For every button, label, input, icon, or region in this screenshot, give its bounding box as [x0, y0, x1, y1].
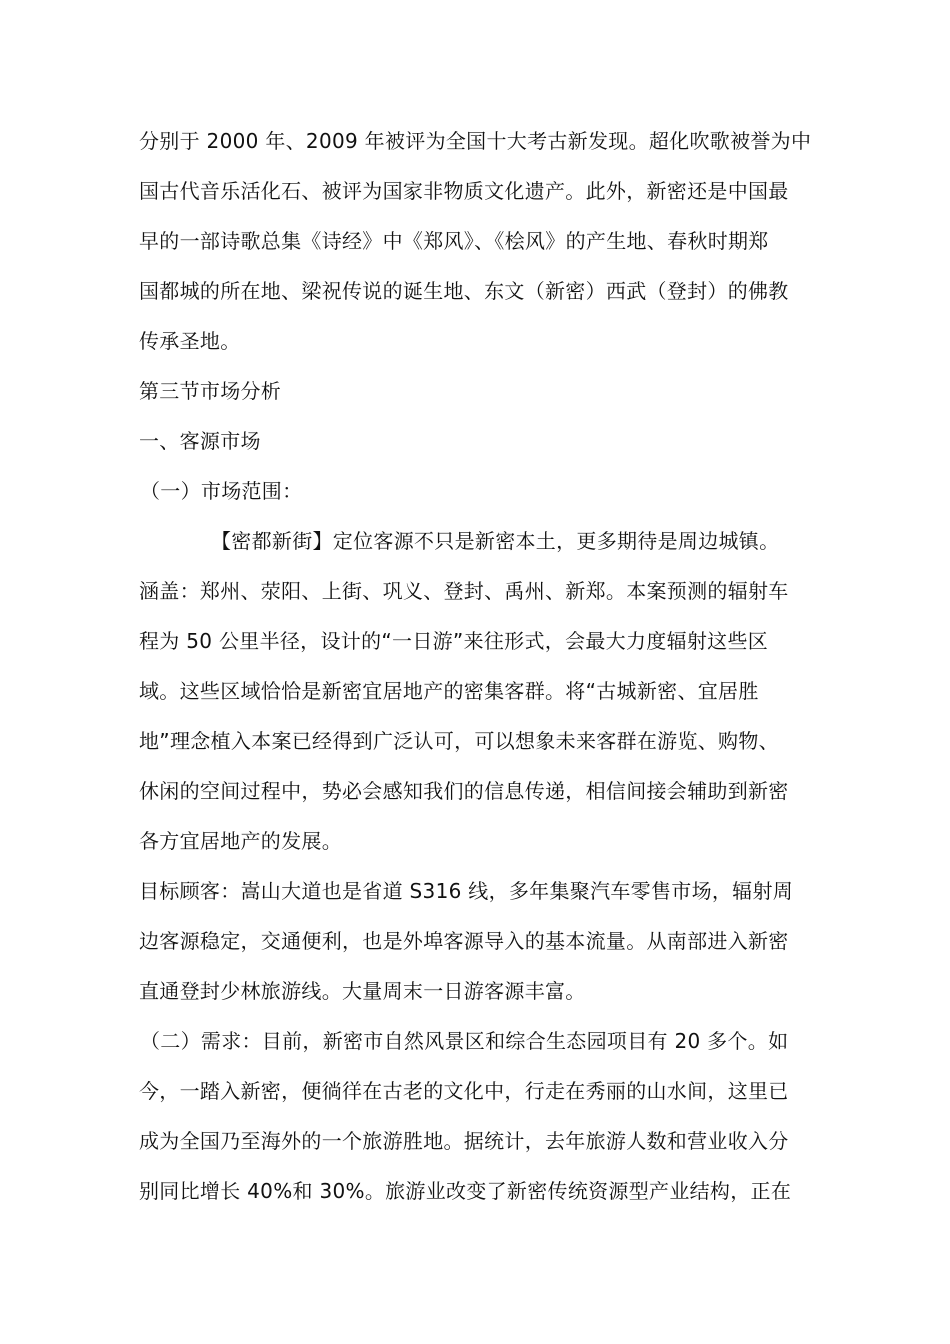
text-line: （二）需求：目前，新密市自然风景区和综合生态园项目有 20 多个。如 — [140, 1029, 789, 1053]
text-line: 分别于 2000 年、2009 年被评为全国十大考古新发现。超化吹歌被誉为中 — [139, 129, 812, 153]
item-heading: （一）市场范围： — [140, 479, 303, 503]
text-line: 目标顾客：嵩山大道也是省道 S316 线，多年集聚汽车零售市场，辐射周 — [139, 879, 794, 903]
text-line: 早的一部诗歌总集《诗经》中《郑风》、《桧风》的产生地、春秋时期郑 — [139, 229, 769, 253]
text-line: 成为全国乃至海外的一个旅游胜地。据统计，去年旅游人数和营业收入分 — [139, 1129, 789, 1153]
text-line: 休闲的空间过程中，势必会感知我们的信息传递，相信间接会辅助到新密 — [139, 779, 789, 803]
text-line: 程为 50 公里半径，设计的“一日游”来往形式，会最大力度辐射这些区 — [139, 629, 769, 653]
text-line: 国都城的所在地、梁祝传说的诞生地、东文（新密）西武（登封）的佛教 — [139, 279, 789, 303]
body-text — [139, 116, 824, 1216]
text-line: 【密都新街】定位客源不只是新密本土，更多期待是周边城镇。 — [211, 529, 780, 553]
text-line: 地”理念植入本案已经得到广泛认可，可以想象未来客群在游览、购物、 — [139, 729, 779, 753]
text-line: 域。这些区域恰恰是新密宜居地产的密集客群。将“古城新密、宜居胜 — [139, 679, 759, 703]
text-line: 边客源稳定，交通便利，也是外埠客源导入的基本流量。从南部进入新密 — [139, 929, 789, 953]
text-line: 别同比增长 40%和 30%。旅游业改变了新密传统资源型产业结构，正在 — [139, 1179, 792, 1203]
text-line: 传承圣地。 — [139, 329, 241, 353]
section-heading: 第三节市场分析 — [139, 379, 282, 403]
text-line: 直通登封少林旅游线。大量周末一日游客源丰富。 — [139, 979, 586, 1003]
text-line: 今，一踏入新密，便徜徉在古老的文化中，行走在秀丽的山水间，这里已 — [139, 1079, 789, 1103]
subsection-heading: 一、客源市场 — [139, 429, 261, 453]
text-line: 各方宜居地产的发展。 — [139, 829, 342, 853]
text-line: 国古代音乐活化石、被评为国家非物质文化遗产。此外，新密还是中国最 — [139, 179, 789, 203]
text-line: 涵盖：郑州、荥阳、上街、巩义、登封、禹州、新郑。本案预测的辐射车 — [139, 579, 789, 603]
